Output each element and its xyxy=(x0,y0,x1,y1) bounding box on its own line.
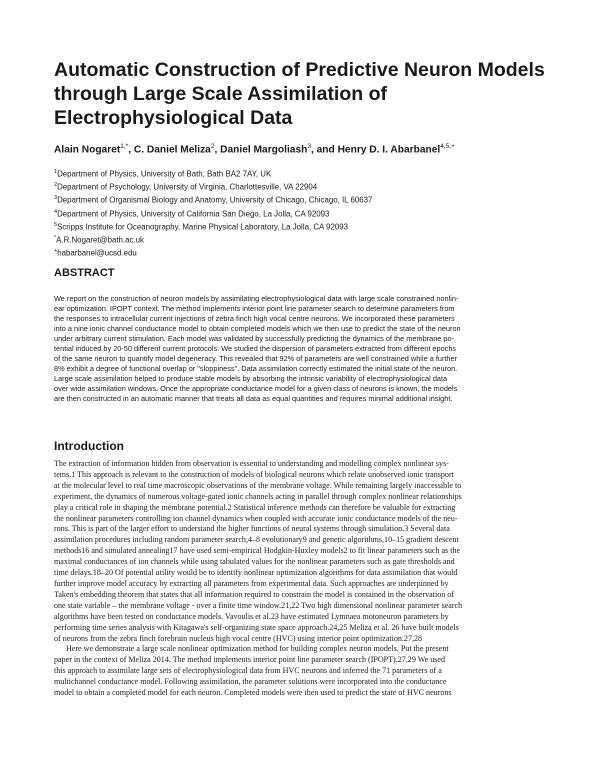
introduction-line: further improve model accuracy by extracting all parameters from experimental data. Such approaches are underpinned by xyxy=(54,578,449,588)
affiliation-line xyxy=(54,220,574,233)
affiliation-mark: 3 xyxy=(54,195,58,202)
author-name: Henry D. I. Abarbanel xyxy=(337,144,441,156)
abstract-line: are then constructed in an automatic manner that treats all data as equal quantities and requires minimal additional insight. xyxy=(54,394,453,404)
introduction-line: model to obtain a completed model for each neuron. Completed models were then used to predict the state of HVC neurons xyxy=(54,688,452,698)
affiliation-line xyxy=(54,180,574,193)
email-address[interactable]: A.R.Nogaret@bath.ac.uk xyxy=(56,235,144,245)
introduction-body xyxy=(54,459,546,699)
affiliation-mark: 4 xyxy=(54,208,58,215)
affiliation-text: Department of Physics, University of Bath, Bath BA2 7AY, UK xyxy=(57,169,272,179)
author-marks: 2 xyxy=(210,143,215,150)
introduction-line: assimilation procedures including random parameter search,4–8 evolutionary9 and genetic algorithms,10–15 gradient descent xyxy=(54,535,459,545)
affiliation-text: Department of Physics, University of California San Diego, La Jolla, CA 92093 xyxy=(57,209,330,219)
affiliation-mark: + xyxy=(54,248,58,255)
introduction-line: Taken's embedding theorem that states that all information required to constrain the model is contained in the observation of xyxy=(54,589,454,599)
introduction-line: time delays.18–20 Of potential utility would be to identify nonlinear optimization algorithms for data assimilation that would xyxy=(54,568,458,578)
introduction-line: one state variable – the membrane voltage - over a finite time window.21,22 Two high dimensional nonlinear parameter search xyxy=(54,600,463,610)
affiliation-mark: 5 xyxy=(54,221,58,228)
introduction-line: The extraction of information hidden from observation is essential to understanding and modelling complex nonlinear sys- xyxy=(54,459,449,468)
author-list: Alain Nogaret$^{1,*}$, C. Daniel Meliza$^2$, Daniel Margoliash$^3$, and Henry D. I. Abarbanel$^{4,5,+}$ xyxy=(54,143,455,156)
abstract-line: 8% exhibit a degree of functional overlap or "sloppiness". Data assimilation correctly estimated the initial state of the neuron. xyxy=(54,364,458,374)
author-name: Alain Nogaret xyxy=(54,144,121,156)
author-marks: 4,5,+ xyxy=(440,143,455,150)
email-line xyxy=(54,233,574,246)
introduction-line: performing time series analysis with Kitagawa's self-organizing state space approach.24,25 Meliza et al. 26 have built models xyxy=(54,622,459,632)
introduction-heading: Introduction xyxy=(54,439,124,453)
abstract-body xyxy=(54,294,546,405)
abstract-line: ear optimization. IPOPT context. The method implements interior point line parameter search to determine parameters from xyxy=(54,304,455,314)
introduction-line: of neurons from the zebra finch forebrain nucleus high vocal centre (HVC) using interior point optimization.27,28 xyxy=(54,633,423,643)
affiliation-line xyxy=(54,167,574,180)
introduction-line: methods16 and simulated annealing17 have used semi-empirical Hodgkin-Huxley models2 to fit linear parameters such as the xyxy=(54,546,461,556)
affiliation-text: Scripps Institute for Oceanography, Marine Physical Laboratory, La Jolla, CA 92093 xyxy=(57,222,349,232)
affiliation-line xyxy=(54,193,574,206)
affiliation-mark: * xyxy=(54,235,57,242)
abstract-line: into a nine ionic channel conductance model to obtain completed models which we then use to predict the state of the neuron xyxy=(54,324,461,334)
introduction-line: tems.1 This approach is relevant to the construction of models of biological neurons which relate unobserved ionic transport xyxy=(54,469,454,479)
abstract-line: tential induced by 20-50 different current protocols. We studied the dispersion of parameters extracted from different epochs xyxy=(54,344,457,354)
introduction-line: play a critical role in shaping the membrane potential.2 Statistical inference methods can therefore be valuable for extracting xyxy=(54,502,456,512)
author-name: C. Daniel Meliza xyxy=(133,144,211,156)
email-line xyxy=(54,246,574,259)
introduction-line: this approach to assimilate large sets of electrophysiological data from HVC neurons and inferred the 71 parameters of a xyxy=(54,666,442,676)
introduction-line: rons. This is part of the larger effort to understand the higher functions of neural systems through simulation.3 Several data xyxy=(54,524,450,534)
introduction-line: paper in the context of Meliza 2014. The method implements interior point line parameter search (IPOPT).27,29 We used xyxy=(54,655,446,665)
author-marks: 1,* xyxy=(120,143,129,150)
affiliation-mark: 2 xyxy=(54,182,58,189)
abstract-line: over wide assimilation windows. Once the appropriate conductance model for a given class of neurons is known, the models xyxy=(54,384,458,394)
introduction-line: multichannel conductance model. Following assimilation, the parameter solutions were incorporated into the conductance xyxy=(54,677,447,687)
abstract-line: the responses to intracellular current injections of zebra finch high vocal centre neurons. We incorporated these parameters xyxy=(54,314,455,324)
affiliation-mark: 1 xyxy=(54,169,58,175)
author-marks: 3 xyxy=(307,143,311,150)
affiliation-text: Department of Organismal Biology and Anatomy, University of Chicago, Chicago, IL 60637 xyxy=(57,196,373,206)
author-name: Daniel Margoliash xyxy=(220,144,308,156)
introduction-line: at the molecular level to real time macroscopic observations of the membrane voltage. While remaining largely inaccessible to xyxy=(54,480,462,490)
introduction-line: experiment, the dynamics of numerous voltage-gated ionic channels acting in parallel through complex nonlinear relationships xyxy=(54,491,462,501)
introduction-line: the nonlinear parameters controlling ion channel dynamics when coupled with accurate ionic conductance models of the neu- xyxy=(54,513,458,523)
affiliation-text: Department of Psychology, University of Virginia, Charlottesville, VA 22904 xyxy=(57,182,318,192)
abstract-line: under arbitrary current stimulation. Each model was validated by successfully predicting the dynamics of the membrane po- xyxy=(54,334,455,344)
abstract-line: We report on the construction of neuron models by assimilating electrophysiological data with large scale constrained nonlin- xyxy=(54,294,459,303)
paper-title: Automatic Construction of Predictive Neuron Models through Large Scale Assimilation of Electrophysiological Data xyxy=(54,59,545,129)
email-address[interactable]: habarbanel@ucsd.edu xyxy=(57,248,137,258)
introduction-line: Here we demonstrate a large scale nonlinear optimization method for building complex neuron models. Put the present xyxy=(66,644,449,654)
abstract-line: of the same neuron to quantify model degeneracy. This revealed that 92% of parameters are well constrained while a further xyxy=(54,354,458,364)
abstract-heading: ABSTRACT xyxy=(54,267,115,279)
introduction-line: maximal conductances of ion channels while using tabulated values for the nonlinear parameters such as gate thresholds and xyxy=(54,557,455,567)
abstract-line: Large scale assimilation helped to produce stable models by absorbing the intrinsic variability of electrophysiological data xyxy=(54,374,448,384)
introduction-line: algorithms have been tested on conductance models. Vavoulis et al.23 have estimated Lymnaea motoneuron parameters by xyxy=(54,611,449,621)
affiliation-line xyxy=(54,207,574,220)
affiliation-list xyxy=(54,167,574,260)
